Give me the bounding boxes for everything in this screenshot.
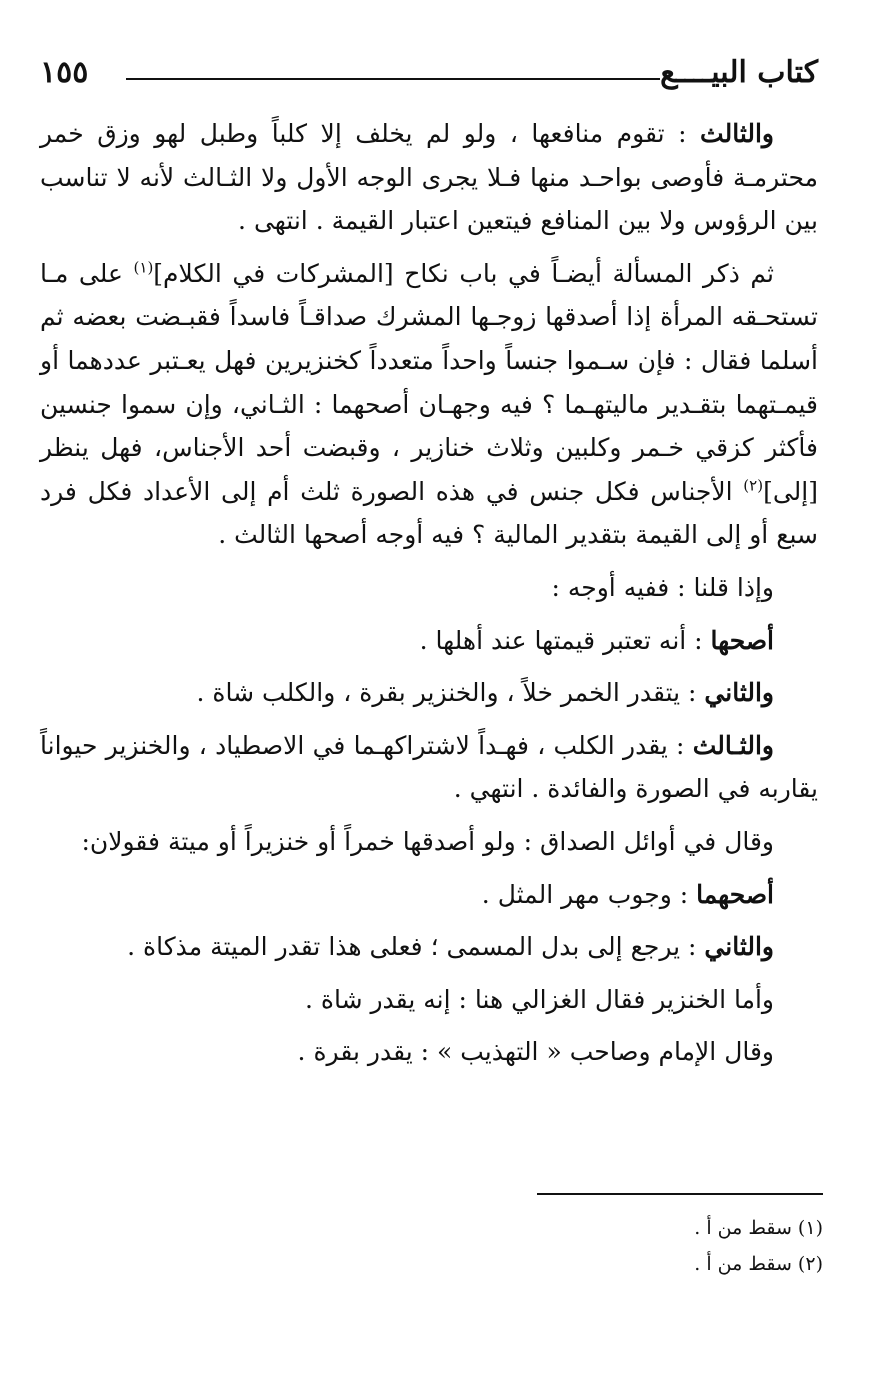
paragraph-text: وإذا قلنا : ففيه أوجه : [551,572,774,602]
paragraph-lead: والثالث [700,119,774,148]
paragraph-text: وقال الإمام وصاحب « التهذيب » : يقدر بقرة . [297,1037,774,1067]
paragraph-third-option-2 [40,724,818,811]
paragraph-text: ثم ذكر المسألة أيضـاً في باب نكاح [المشركات في الكلام] [153,258,774,288]
paragraph-most-correct-2 [40,873,818,917]
book-title: كتاب البيــــع [660,55,818,90]
paragraph-third-option [40,112,818,243]
page-number: ١٥٥ [40,55,89,90]
paragraph-text: : يتقدر الخمر خلاً ، والخنزير بقرة ، والكلب شاة . [196,678,705,708]
footnote-rule [537,1193,823,1195]
paragraph-imam [40,1030,818,1074]
paragraph-aspects-intro [40,566,818,610]
paragraph-dowry-statement [40,820,818,864]
paragraph-lead: والثـالث [692,730,774,760]
main-text [40,112,818,1083]
paragraph-text: : تقوم منافعها ، ولو لم يخلف إلا كلباً وطبل لهو وزق خمر محترمـة فأوصى بواحـد منها فـلا يجرى الوجه الأول ولا الثـالث لأنه لا تناسب بين الرؤوس ولا بين المنافع فيتعين اعتبار القيمة . انتهى . [40,119,818,236]
paragraph-lead: أصحها [710,625,774,655]
paragraph-most-correct [40,619,818,663]
header-rule [126,78,660,80]
paragraph-lead: أصحهما [696,879,774,909]
footnote-ref-2: (٢) [743,476,764,495]
paragraph-text: : أنه تعتبر قيمتها عند أهلها . [419,625,711,655]
paragraph-second-option [40,671,818,715]
paragraph-marriage-question [40,252,818,557]
paragraph-text: على مـا تستحـقه المرأة إذا أصدقها زوجـها المشرك صداقـاً فاسداً فقبـضت بعضه ثم أسلما فقال : فإن سـموا جنساً واحداً متعدداً كخنزيرين فهل يعـتبر عددهما أو قيمـتهما بتقـدير ماليتهـما ؟ فيه وجهـان أصحهما : الثـاني، وإن سموا جنسين فأكثر كزقي خـمر وكلبين وثلاث خنازير ، وقبضت أحد الأجناس، فهل ينظر [إلى] [40,258,818,506]
paragraph-text: الأجناس فكل جنس في هذه الصورة ثلث أم إلى الأعداد فكل فرد سبع أو إلى القيمة بتقدير المالية ؟ فيه أوجه أصحها الثالث . [40,476,818,550]
running-header [40,48,818,98]
paragraph-text: : وجوب مهر المثل . [481,879,697,909]
footnote-2: (٢) سقط من أ . [694,1253,823,1275]
paragraph-text: : يقدر الكلب ، فهـداً لاشتراكهـما في الاصطياد ، والخنزير حيواناً يقاربه في الصورة والفائدة . انتهي . [40,730,818,804]
footnote-1: (١) سقط من أ . [694,1217,823,1239]
paragraph-second-option-2 [40,925,818,969]
footnotes [423,1210,823,1282]
paragraph-lead: والثاني [704,932,774,962]
paragraph-lead: والثاني [704,678,774,708]
paragraph-text: : يرجع إلى بدل المسمى ؛ فعلى هذا تقدر الميتة مذكاة . [127,932,705,962]
footnote-ref-1: (١) [133,258,154,277]
paragraph-text: وأما الخنزير فقال الغزالي هنا : إنه يقدر شاة . [304,984,774,1014]
paragraph-text: وقال في أوائل الصداق : ولو أصدقها خمراً أو خنزيراً أو ميتة فقولان: [81,826,774,856]
paragraph-ghazali [40,978,818,1022]
